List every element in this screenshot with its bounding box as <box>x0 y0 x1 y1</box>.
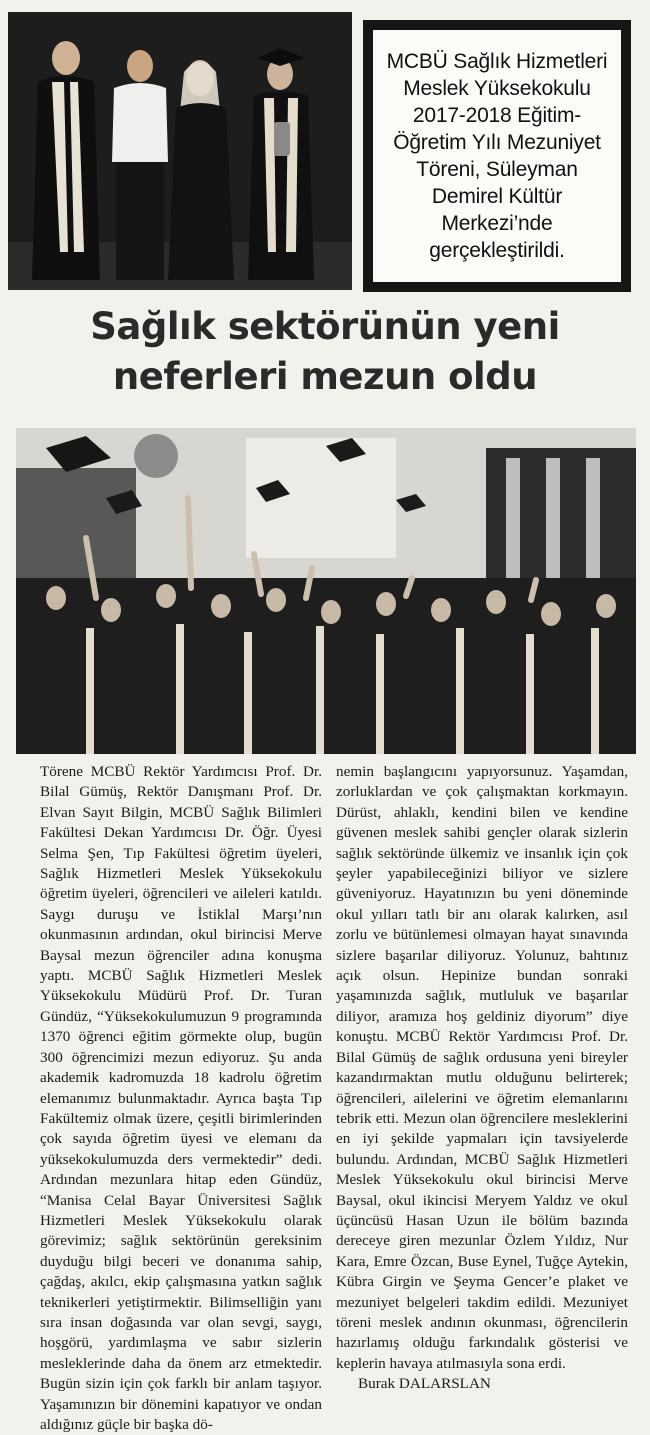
cap-toss-image <box>16 428 636 754</box>
graduation-ceremony-photo <box>16 428 636 754</box>
headline-line-2: neferleri mezun oldu <box>112 355 538 398</box>
photo-caption: MCBÜ Sağlık Hizmetleri Meslek Yüksekokulu 2017-2018 Eğitim-Öğretim Yılı Mezuniyet Töreni, Süleyman Demirel Kültür Merkezi’nde gerçekleştirildi. <box>386 50 608 262</box>
group-portrait-image <box>8 12 352 290</box>
photo-caption-inner <box>373 30 621 282</box>
article-text-left: Törene MCBÜ Rektör Yardımcısı Prof. Dr. Bilal Gümüş, Rektör Danışmanı Prof. Dr. Elvan Sayıt Bilgin, MCBÜ Sağlık Bilimleri Fakültesi Dekan Yardımcısı Dr. Öğr. Üyesi Selma Şen, Tıp Fakültesi öğretim üyeleri, Sağlık Hizmetleri Meslek Yüksekokulu öğretim üyeleri, öğrencileri ve aileleri katıldı. Saygı duruşu ve İstiklal Marşı’nın okunmasının ardından, okul birincisi Merve Baysal mezun öğrenciler adına konuşma yaptı. MCBÜ Sağlık Hizmetleri Meslek Yüksekokulu Müdürü Prof. Dr. Turan Gündüz, “Yüksekokulumuzun 9 programında 1370 öğrenci eğitim görmekte olup, bugün 300 öğrencimizi mezun ediyoruz. Şu anda akademik kadromuzda 18 kadrolu öğretim elemanımız bulunmaktadır. Ayrıca başta Tıp Fakültemiz olmak üzere, çeşitli birimlerinden çok sayıda öğretim üyesi ve elemanı da yüksekokulumuzda ders vermektedir” dedi. Ardından mezunlara hitap eden Gündüz, “Manisa Celal Bayar Üniversitesi Sağlık Hizmetleri Meslek Yüksekokulu olarak görevimiz; sağlık sektörünün gereksinim duyduğu bilgi beceri ve donanıma sahip, çağdaş, akılcı, ekip çalışmasına yatkın sağlık teknikerleri yetiştirmektir. Bilimselliğin yanı sıra insan doğasında var olan sevgi, saygı, hoşgörü, yardımlaşma ve sabır sizlerin mesleklerinde daha da önem arz etmektedir. Bugün sizin için çok farklı bir anlam taşıyor. Yaşamınızın bir dönemini kapatıyor ve ondan aldığınız güçle bir başka dö- <box>40 763 322 1433</box>
article-text-right: nemin başlangıcını yapıyorsunuz. Yaşamdan, zorluklardan ve çok çalışmaktan korkmayın. Dürüst, ahlaklı, kendini bilen ve kendine güvenen meslek sahibi gençler olarak sizlerin sağlık sektöründe ülkemiz ve insanlık için çok şeyler yapabileceğinizi biliyor ve sizlere güveniyoruz. Hayatınızın bu yeni döneminde okul yılları tatlı bir anı olarak kalırken, asıl zorlu ve bütünlemesi olmayan hayat sınavında sizlere başarılar diliyoruz. Yolunuz, bahtınız açık olsun. Hepinize bundan sonraki yaşamınızda sağlık, mutluluk ve başarılar diliyor, aramıza hoş geldiniz diyorum” diye konuştu. MCBÜ Rektör Yardımcısı Prof. Dr. Bilal Gümüş de sağlık ordusuna yeni bireyler kazandırmaktan mutlu olduğunu belirterek; öğrencileri, ailelerini ve öğretim elemanlarını tebrik etti. Mezun olan öğrencilere mesleklerini en iyi şekilde yapmaları için tavsiyelerde bulundu. Ardından, MCBÜ Sağlık Hizmetleri Meslek Yüksekokulu okul birincisi Merve Baysal, okul ikincisi Meryem Yaldız ve okul üçüncüsü Hasan Uzun ile bölüm bazında dereceye giren mezunlar Özlem Yıldız, Nur Kara, Emre Özcan, Buse Eynel, Tuğçe Aytekin, Kübra Girgin ve Şeyma Gencer’e plaket ve mezuniyet belgeleri takdim edildi. Mezuniyet töreni meslek andının okunması, öğrencilerin hazırlamış olduğu farkındalık gösterisi ve keplerin havaya atılmasıyla sona erdi. <box>336 763 628 1372</box>
article-column-left <box>40 762 322 1435</box>
headline <box>0 302 650 402</box>
headline-line-1: Sağlık sektörünün yeni <box>90 305 560 348</box>
byline: Burak DALARSLAN <box>358 1375 491 1393</box>
photo-caption-box <box>363 20 631 292</box>
article-column-right <box>336 762 628 1395</box>
top-photo <box>8 12 352 290</box>
